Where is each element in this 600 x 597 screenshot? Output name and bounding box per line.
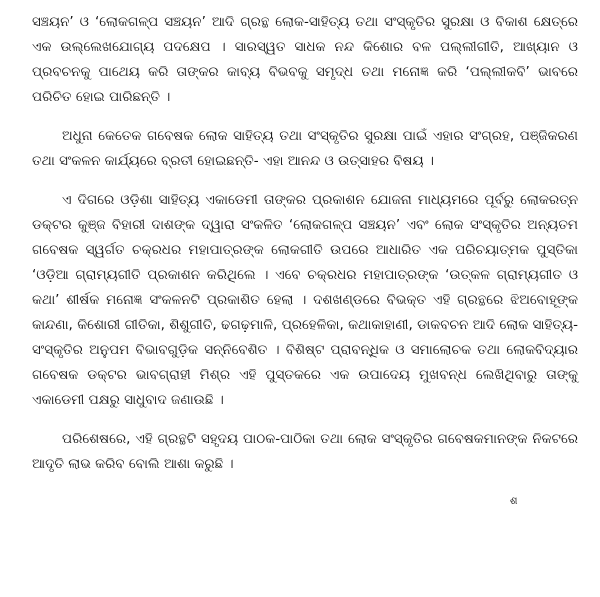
paragraph-3: ଏ ଦିଗରେ ଓଡ଼ିଶା ସାହିତ୍ୟ ଏକାଡେମୀ ତାଙ୍କର ପ୍ରକାଶନ ଯୋଜନା ମାଧ୍ୟମରେ ପୂର୍ବରୁ ଲୋକରତ୍ନ ଡକ୍ଟର କୁଞ୍ଜ ବିହାରୀ ଦାଶଙ୍କ ଦ୍ୱାରା ସଂକଳିତ ‘ଲୋକଗଳ୍ପ ସଞ୍ଚୟନ’ ଏବଂ ଲୋକ ସଂସ୍କୃତିର ଅନ୍ୟତମ ଗବେଷକ ସ୍ୱର୍ଗତ ଚକ୍ରଧର ମହାପାତ୍ରଙ୍କ ଲୋକଗୀତି ଉପରେ ଆଧାରିତ ଏକ ପରିଚୟାତ୍ମକ ପୁସ୍ତିକା ‘ଓଡ଼ିଆ ଗ୍ରାମ୍ୟଗୀତି ପ୍ରକାଶନ କରିଥିଲେ । ଏବେ ଚକ୍ରଧର ମହାପାତ୍ରଙ୍କ ‘ଉତ୍କଳ ଗ୍ରାମ୍ୟଗୀତ ଓ କଥା’ ଶୀର୍ଷକ ମନୋଜ୍ଞ ସଂକଳନଟି ପ୍ରକାଶିତ ହେଲା । ଦଶଖଣ୍ଡରେ ବିଭକ୍ତ ଏହି ଗ୍ରନ୍ଥରେ ଝିଅବୋହୂଙ୍କ କାନ୍ଦଣା, କିଶୋରୀ ଗୀତିକା, ଶିଶୁଗୀତି, ଢଗଢ଼ମାଳି, ପ୍ରହେଳିକା, କଥାକାହାଣୀ, ଡାକବଚନ ଆଦି ଲୋକ ସାହିତ୍ୟ-ସଂସ୍କୃତିର ଅନୁପମ ବିଭାବଗୁଡ଼ିକ ସନ୍ନିବେଶିତ । ବିଶିଷ୍ଟ ପ୍ରାବନ୍ଧିକ ଓ ସମାଲୋଚକ ତଥା ଲୋକବିଦ୍ୟାର ଗବେଷକ ଡକ୍ଟର ଭାବଗ୍ରାହୀ ମିଶ୍ର ଏହି ପୁସ୍ତକରେ ଏକ ଉପାଦେୟ ମୁଖବନ୍ଧ ଲେଖିଥିବାରୁ ତାଙ୍କୁ ଏକାଡେମୀ ପକ୍ଷରୁ ସାଧୁବାଦ ଜଣାଉଛି ।: [32, 192, 578, 408]
paragraph-2: ଅଧୁନା କେତେକ ଗବେଷକ ଲୋକ ସାହିତ୍ୟ ତଥା ସଂସ୍କୃତିର ସୁରକ୍ଷା ପାଇଁ ଏହାର ସଂଗ୍ରହ, ପଞ୍ଜିକରଣ ତଥା ସଂକଳନ କାର୍ଯ୍ୟରେ ବ୍ରତୀ ହୋଇଛନ୍ତି- ଏହା ଆନନ୍ଦ ଓ ଉତ୍ସାହର ବିଷୟ ।: [32, 128, 578, 169]
paragraph-4: ପରିଶେଷରେ, ଏହି ଗ୍ରନ୍ଥଟି ସହୃଦୟ ପାଠକ-ପାଠିକା ତଥା ଲୋକ ସଂସ୍କୃତିର ଗବେଷକମାନଙ୍କ ନିକଟରେ ଆଦୃତି ଲାଭ କରିବ ବୋଲି ଆଶା କରୁଛି ।: [32, 431, 578, 472]
margin-mark: ଶ: [510, 496, 518, 507]
paragraph-1: ସଞ୍ଚୟନ’ ଓ ‘ଲୋକଗଳ୍ପ ସଞ୍ଚୟନ’ ଆଦି ଗ୍ରନ୍ଥ ଲୋକ-ସାହିତ୍ୟ ତଥା ସଂସ୍କୃତିର ସୁରକ୍ଷା ଓ ବିକାଶ କ୍ଷେତ୍ରେ ଏକ ଉଲ୍ଲେଖଯୋଗ୍ୟ ପଦକ୍ଷେପ । ସାରସ୍ୱତ ସାଧକ ନନ୍ଦ କିଶୋର ବଳ ପଲ୍ଲୀଗୀତି, ଆଖ୍ୟାନ ଓ ପ୍ରବଚନକୁ ପାଥେୟ କରି ତାଙ୍କର କାବ୍ୟ ବିଭବକୁ ସମୃଦ୍ଧ ତଥା ମନୋଜ୍ଞ କରି ‘ପଲ୍ଲୀକବି’ ଭାବରେ ପରିଚିତ ହୋଇ ପାରିଛନ୍ତି ।: [32, 14, 578, 105]
